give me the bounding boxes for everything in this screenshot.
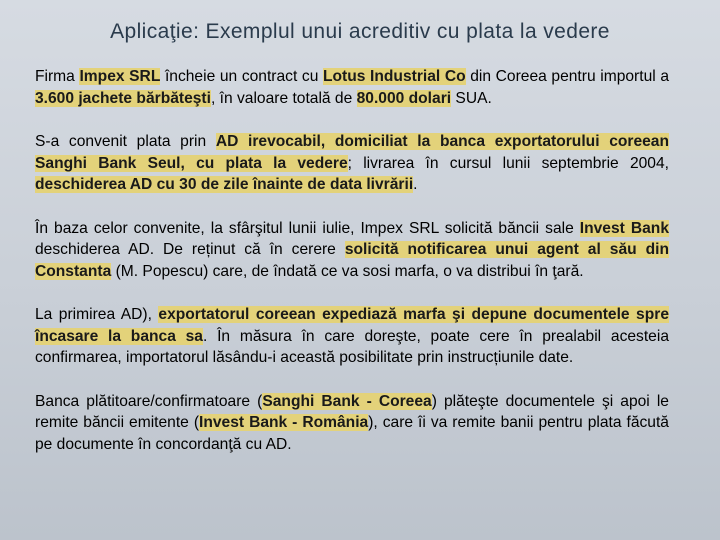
slide-title: Aplicaţie: Exemplul unui acreditiv cu plata la vedere (110, 20, 610, 43)
highlighted-text: 3.600 jachete bărbăteşti (35, 89, 211, 107)
text-run: încheie un contract cu (160, 68, 323, 85)
text-run: S-a convenit plata prin (35, 133, 216, 150)
text-run: ; livrarea în cursul lunii septembrie 2004, (347, 154, 669, 172)
text-run: La primirea AD), (35, 306, 159, 323)
highlighted-text: deschiderea AD cu 30 de zile înainte de data livrării (35, 176, 414, 193)
paragraph (35, 218, 669, 283)
highlighted-text: exportatorul coreean expediază marfa şi depune documentele spre încasare la banca sa (35, 306, 669, 345)
text-run: În baza celor convenite, la sfârşitul lunii iulie, Impex SRL solicită băncii sale (35, 219, 580, 237)
text-run: SUA. (451, 89, 492, 107)
highlighted-text: AD irevocabil, domiciliat la banca exportatorului coreean Sanghi Bank Seul, cu plata la vedere (35, 133, 670, 172)
paragraph (35, 391, 669, 456)
highlighted-text: Invest Bank (579, 219, 669, 237)
paragraph (35, 66, 669, 109)
text-run: Firma (35, 68, 80, 85)
highlighted-text: 80.000 dolari (356, 89, 452, 107)
text-run: (M. Popescu) care, de îndată ce va sosi marfa, o va distribui în ţară. (111, 262, 584, 280)
highlighted-text: Sanghi Bank - Coreea (262, 392, 432, 410)
text-run: deschiderea AD. De reținut că în cerere (35, 241, 345, 258)
slide-body (35, 66, 669, 477)
text-run: ), care îi va remite banii pentru plata făcută pe documente în concordanţă cu AD. (35, 414, 669, 453)
text-run: . (413, 176, 418, 193)
highlighted-text: solicită notificarea unui agent al său din Constanta (35, 241, 669, 280)
paragraph (35, 304, 669, 369)
text-run: . În măsura în care doreşte, poate cere în prealabil acesteia confirmarea, importatorul lăsându-i această posibilitate prin instrucțiunile date. (35, 327, 669, 366)
highlighted-text: Invest Bank - România (199, 414, 369, 431)
text-run: din Coreea pentru importul a (465, 68, 669, 85)
text-run: ) plăteşte documentele şi apoi le remite băncii emitente ( (35, 392, 669, 431)
text-run: , în valoare totală de (210, 89, 357, 107)
text-run: Banca plătitoare/confirmatoare ( (35, 392, 263, 410)
paragraph (35, 131, 669, 196)
highlighted-text: Impex SRL (79, 68, 161, 85)
highlighted-text: Lotus Industrial Co (322, 68, 466, 85)
